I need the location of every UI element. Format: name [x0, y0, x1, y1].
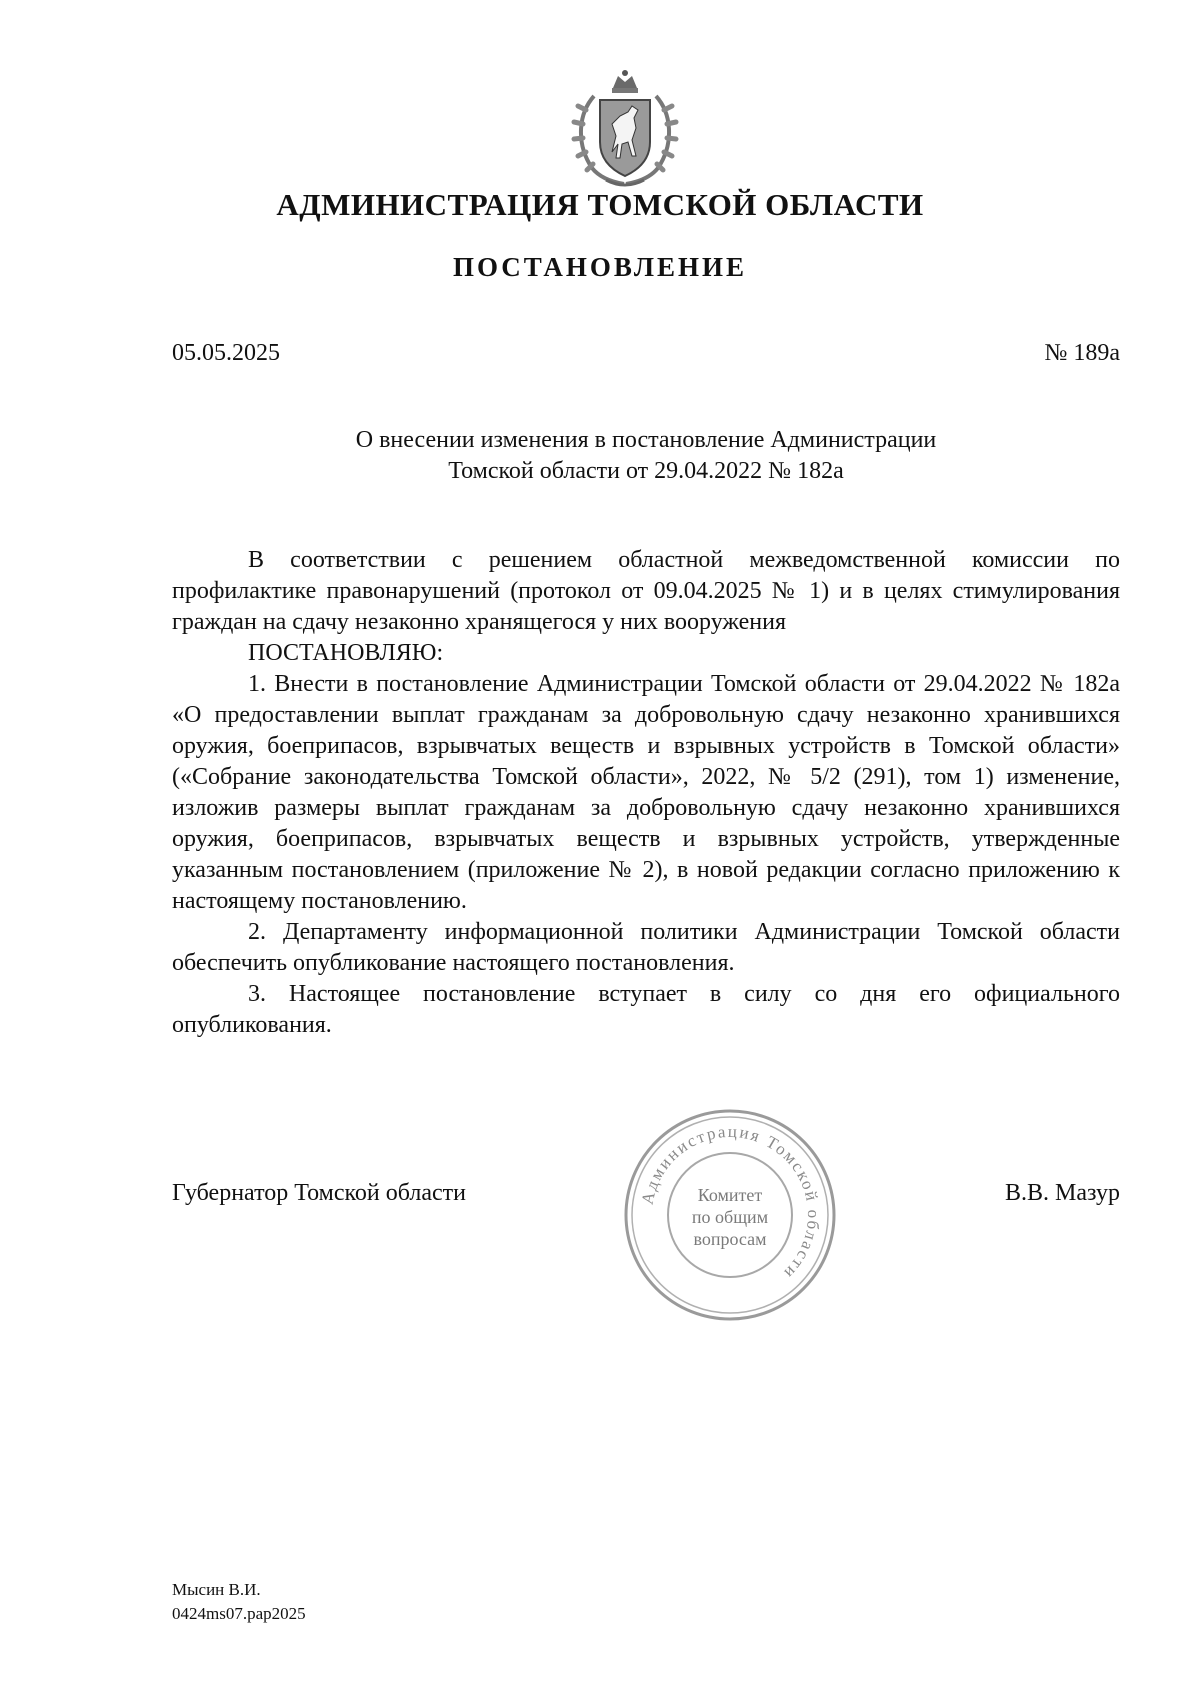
- document-subject: [172, 425, 1120, 487]
- organization-title: АДМИНИСТРАЦИЯ ТОМСКОЙ ОБЛАСТИ: [276, 187, 924, 222]
- file-code: 0424ms07.pap2025: [172, 1604, 306, 1623]
- document-type: ПОСТАНОВЛЕНИЕ: [452, 252, 748, 282]
- subject-line-2: Томской области от 29.04.2022 № 182а: [448, 458, 844, 484]
- stamp-center-line-3: вопросам: [693, 1229, 767, 1249]
- official-stamp: [620, 1105, 840, 1325]
- coat-of-arms-icon: [566, 66, 684, 192]
- stamp-center-line-2: по общим: [691, 1207, 769, 1227]
- decree-word: ПОСТАНОВЛЯЮ:: [248, 640, 444, 666]
- subject-line-1: О внесении изменения в постановление Администрации: [355, 427, 937, 453]
- document-body: [172, 545, 1120, 1041]
- footer-info: [172, 1578, 306, 1626]
- item-2-paragraph: 2. Департаменту информационной политики Администрации Томской области обеспечить опубликование настоящего постановления.: [172, 919, 1120, 976]
- item-3-paragraph: 3. Настоящее постановление вступает в силу со дня его официального опубликования.: [172, 981, 1120, 1038]
- stamp-center-line-1: Комитет: [697, 1185, 763, 1205]
- preamble-paragraph: В соответствии с решением областной межведомственной комиссии по профилактике правонарушений (протокол от 09.04.2025 № 1) и в целях стимулирования граждан на сдачу незаконно хранящегося у них вооружения: [172, 547, 1120, 635]
- document-number: № 189а: [1044, 340, 1120, 366]
- document-date: 05.05.2025: [172, 340, 280, 366]
- item-1-paragraph: 1. Внести в постановление Администрации Томской области от 29.04.2022 № 182а «О предоставлении выплат гражданам за добровольную сдачу незаконно хранившихся оружия, боеприпасов, взрывчатых веществ и взрывных устройств в Томской области» («Собрание законодательства Томской области», 2022, № 5/2 (291), том 1) изменение, изложив размеры выплат гражданам за добровольную сдачу незаконно хранившихся оружия, боеприпасов, взрывчатых веществ и взрывных устройств, утвержденные указанным постановлением (приложение № 2), в новой редакции согласно приложению к настоящему постановлению.: [172, 671, 1120, 914]
- stamp-ring-text: Администрация Томской области: [637, 1121, 824, 1284]
- signatory-name: В.В. Мазур: [1005, 1180, 1120, 1206]
- signatory-position: Губернатор Томской области: [172, 1180, 466, 1206]
- executor-name: Мысин В.И.: [172, 1580, 261, 1599]
